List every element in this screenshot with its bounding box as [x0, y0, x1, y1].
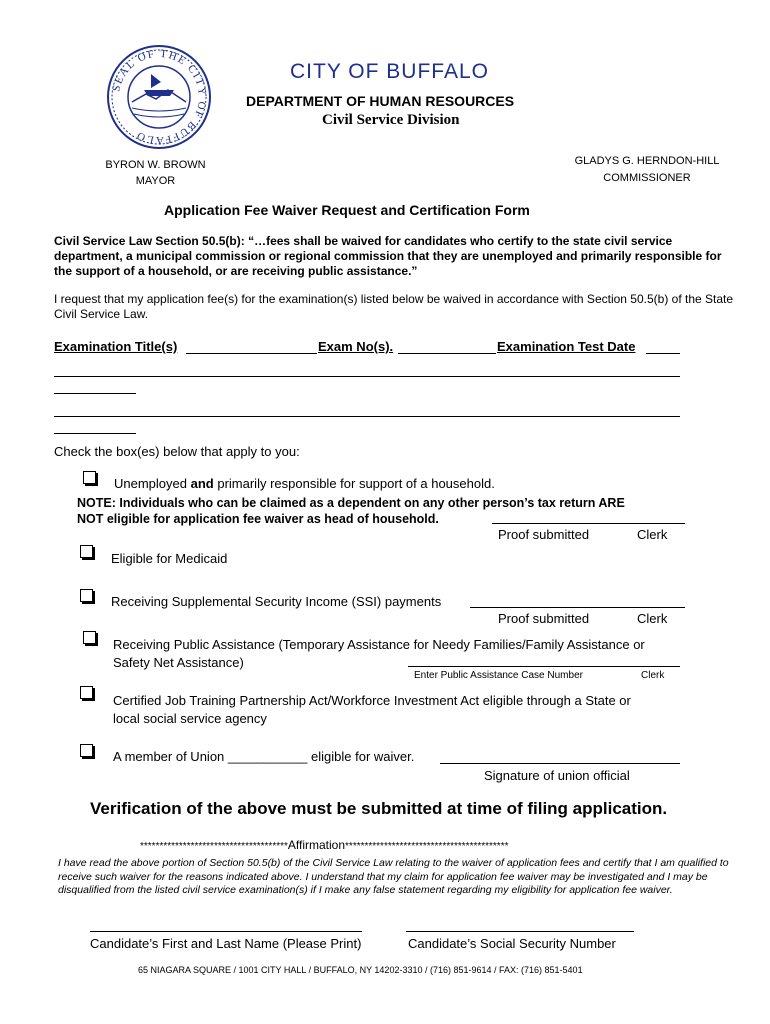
division-name: Civil Service Division — [322, 112, 460, 128]
clerk-label-3: Clerk — [641, 670, 665, 681]
request-text: I request that my application fee(s) for the examination(s) listed below be waived in accordance with Section 50.5(b) of the State Civil Service Law. — [54, 292, 734, 321]
column-exam-no: Exam No(s). — [318, 339, 394, 354]
job-training-checkbox[interactable] — [80, 686, 93, 699]
case-number-line[interactable] — [408, 666, 680, 667]
case-number-label: Enter Public Assistance Case Number — [414, 670, 583, 681]
option-medicaid-label: Eligible for Medicaid — [111, 551, 228, 566]
union-checkbox[interactable] — [80, 744, 93, 757]
option-job-training-label: Certified Job Training Partnership Act/Workforce Investment Act eligible through a State or local social service agency — [113, 693, 631, 726]
exam-entry-line-1b[interactable] — [54, 393, 136, 394]
affirmation-text: I have read the above portion of Section 50.5(b) of the Civil Service Law relating to the waiver of application fees and certify that I am qualified to receive such waiver for the reasons indicated above. I understand that my claim for application fee waiver may be investigated and I may be disqualified from the listed civil service examination(s) if I make any false statement regarding my eligibility for application fee waiver. — [58, 857, 729, 896]
exam-entry-line-2[interactable] — [54, 416, 680, 417]
unemployed-checkbox[interactable] — [83, 471, 96, 484]
city-seal-logo — [106, 44, 212, 150]
candidate-name-line[interactable] — [90, 931, 362, 932]
candidate-name-label: Candidate’s First and Last Name (Please Print) — [90, 936, 362, 951]
commissioner-block — [560, 153, 734, 187]
option-public-assistance-label: Receiving Public Assistance (Temporary Assistance for Needy Families/Family Assistance or Safety Net Assistance) — [113, 637, 645, 670]
header-underline-1 — [186, 353, 317, 354]
option-union-label: A member of Union ___________ eligible for waiver. — [113, 749, 415, 764]
form-title: Application Fee Waiver Request and Certification Form — [164, 202, 530, 218]
clerk-label-2: Clerk — [637, 611, 668, 626]
law-text: Civil Service Law Section 50.5(b): “…fees shall be waived for candidates who certify to the state civil service department, a municipal commission or regional commission that they are unemployed and primarily responsible for the support of a household, or are receiving public assistance.” — [54, 234, 722, 278]
column-test-date: Examination Test Date — [497, 339, 636, 354]
mayor-name: BYRON W. BROWN — [105, 159, 206, 171]
candidate-ssn-label: Candidate’s Social Security Number — [408, 936, 616, 951]
medicaid-checkbox[interactable] — [80, 545, 93, 558]
city-title: CITY OF BUFFALO — [290, 60, 489, 83]
clerk-label-1: Clerk — [637, 527, 668, 542]
footer-address: 65 NIAGARA SQUARE / 1001 CITY HALL / BUFFALO, NY 14202-3310 / (716) 851-9614 / FAX: (716) 851-5401 — [138, 965, 583, 975]
union-signature-line[interactable] — [440, 763, 680, 764]
mayor-block — [98, 157, 213, 189]
commissioner-title: COMMISSIONER — [603, 172, 691, 184]
header-underline-2 — [398, 353, 496, 354]
proof-submitted-label-2: Proof submitted — [498, 611, 590, 626]
department-name: DEPARTMENT OF HUMAN RESOURCES — [246, 93, 515, 109]
exam-entry-line-2b[interactable] — [54, 433, 136, 434]
column-exam-title: Examination Title(s) — [54, 339, 178, 354]
proof-line-1[interactable] — [492, 523, 685, 524]
exam-entry-line-1[interactable] — [54, 376, 680, 377]
check-intro: Check the box(es) below that apply to you: — [54, 444, 300, 459]
verification-statement: Verification of the above must be submitted at time of filing application. — [90, 799, 668, 818]
option-unemployed-label: Unemployed and primarily responsible for support of a household. — [114, 476, 495, 491]
union-signature-label: Signature of union official — [484, 768, 630, 783]
commissioner-name: GLADYS G. HERNDON-HILL — [574, 155, 720, 167]
candidate-ssn-line[interactable] — [406, 931, 634, 932]
option-ssi-label: Receiving Supplemental Security Income (SSI) payments — [111, 594, 442, 609]
header-underline-3 — [646, 353, 680, 354]
proof-line-2[interactable] — [470, 607, 685, 608]
note-text: NOTE: Individuals who can be claimed as a dependent on any other person’s tax return ARE NOT eligible for application fee waiver as head of household. — [77, 496, 625, 526]
public-assistance-checkbox[interactable] — [83, 631, 96, 644]
mayor-title: MAYOR — [135, 175, 176, 187]
proof-submitted-label-1: Proof submitted — [498, 527, 590, 542]
ssi-checkbox[interactable] — [80, 589, 93, 602]
svg-text:SEAL OF THE CITY OF BUFFALO: SEAL OF THE CITY OF BUFFALO — [110, 47, 209, 147]
affirmation-heading: **************************************Affirmation****************************************** — [140, 838, 509, 852]
